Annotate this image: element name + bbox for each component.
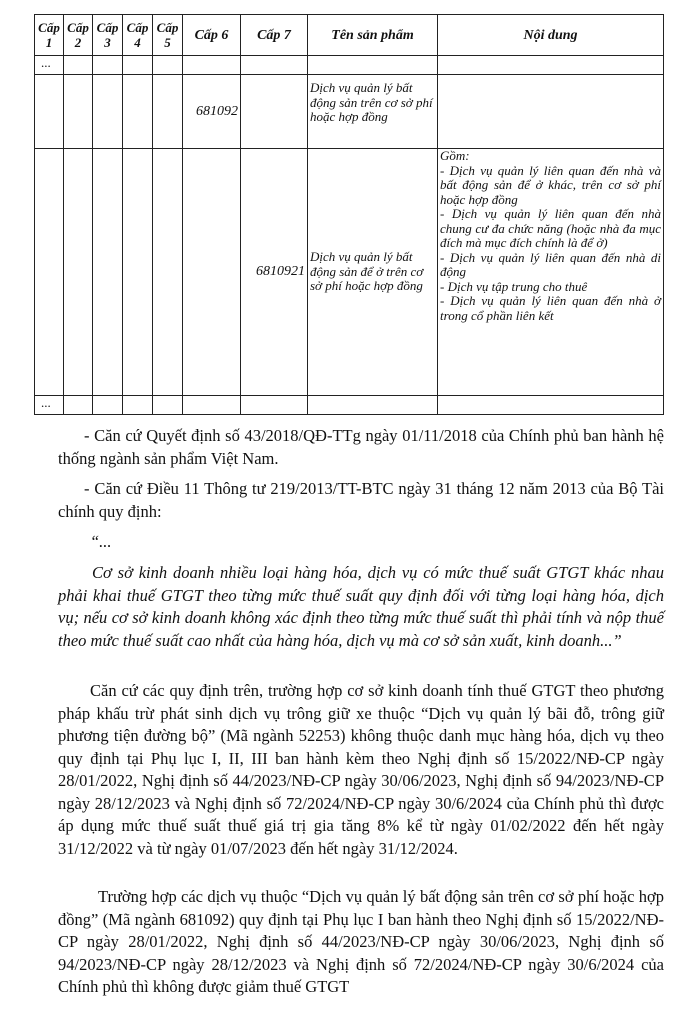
product-classification-table [34, 14, 664, 415]
content-item: - Dịch vụ tập trung cho thuê [440, 278, 588, 294]
paragraph-decision: - Căn cứ Quyết định số 43/2018/QĐ-TTg ngày 01/11/2018 của Chính phủ ban hành hệ thống ngành sản phẩm Việt Nam. [58, 426, 664, 468]
paragraph-circular: - Căn cứ Điều 11 Thông tư 219/2013/TT-BTC ngày 31 tháng 12 năm 2013 của Bộ Tài chính quy định: [58, 479, 664, 521]
header-cap-1: Cấp 1 [35, 15, 64, 56]
header-product-name: Tên sản phẩm [308, 15, 438, 56]
paragraph-conclusion: Căn cứ các quy định trên, trường hợp cơ sở kinh doanh tính thuế GTGT theo phương pháp khấu trừ phát sinh dịch vụ trông giữ xe thuộc “Dịch vụ quản lý bãi đỗ, trông giữ phương tiện đường bộ” (Mã ngành 52253) không thuộc danh mục hàng hóa, dịch vụ theo quy định tại Phụ lục I, II, III ban hành kèm theo Nghị định số 15/2022/NĐ-CP ngày 28/01/2022, Nghị định số 44/2023/NĐ-CP ngày 30/06/2023, Nghị định số 94/2023/NĐ-CP ngày 28/12/2023 và Nghị định số 72/2024/NĐ-CP ngày 30/6/2024 của Chính phủ thì được áp dụng mức thuế suất thuế giá trị gia tăng 8% kể từ ngày 01/02/2022 đến hết ngày 31/12/2022 và từ ngày 01/07/2023 đến hết ngày 31/12/2024. [58, 681, 664, 858]
product-name: Dịch vụ quản lý bất động sản để ở trên cơ sở phí hoặc hợp đồng [308, 149, 438, 396]
ellipsis-cell: ... [35, 56, 64, 75]
cap7-code: 6810921 [241, 149, 308, 396]
table-row [35, 149, 664, 396]
paragraph-exception: Trường hợp các dịch vụ thuộc “Dịch vụ quản lý bất động sản trên cơ sở phí hoặc hợp đồng” (Mã ngành 681092) quy định tại Phụ lục I ban hành theo Nghị định số 15/2022/NĐ-CP ngày 28/01/2022, Nghị định số 44/2023/NĐ-CP ngày 30/06/2023, Nghị định số 94/2023/NĐ-CP ngày 28/12/2023 và Nghị định số 72/2024/NĐ-CP ngày 30/6/2024 của Chính phủ thì không được giảm thuế GTGT [58, 887, 664, 996]
ellipsis-cell: ... [35, 396, 64, 415]
content-item: - Dịch vụ quản lý liên quan đến nhà và bất động sản để ở khác, trên cơ sở phí hoặc hợp đồng [440, 162, 661, 207]
content-intro: Gồm: [440, 148, 470, 163]
header-cap-5: Cấp 5 [153, 15, 183, 56]
content-item: - Dịch vụ quản lý liên quan đến nhà chung cư đa chức năng (hoặc nhà đa mục đích mà mục đích chính là để ở) [440, 206, 661, 250]
header-cap-2: Cấp 2 [64, 15, 93, 56]
content-item: - Dịch vụ quản lý liên quan đến nhà ở trong cổ phần liên kết [440, 293, 661, 323]
table-row [35, 56, 664, 75]
product-content [438, 149, 664, 396]
header-cap-6: Cấp 6 [183, 15, 241, 56]
header-content: Nội dung [438, 15, 664, 56]
header-cap-7: Cấp 7 [241, 15, 308, 56]
quote-text: Cơ sở kinh doanh nhiều loại hàng hóa, dịch vụ có mức thuế suất GTGT khác nhau phải khai thuế GTGT theo từng mức thuế suất quy định đối với từng loại hàng hóa, dịch vụ; nếu cơ sở kinh doanh không xác định theo từng mức thuế suất thì phải tính và nộp thuế theo mức thuế suất cao nhất của hàng hóa, dịch vụ mà cơ sở sản xuất, kinh doanh...” [58, 563, 664, 650]
content-item: - Dịch vụ quản lý liên quan đến nhà di động [440, 249, 661, 279]
table-row [35, 396, 664, 415]
table-row [35, 75, 664, 149]
header-cap-3: Cấp 3 [93, 15, 123, 56]
header-cap-4: Cấp 4 [123, 15, 153, 56]
quote-open: “... [90, 532, 112, 551]
product-name: Dịch vụ quản lý bất động sản trên cơ sở phí hoặc hợp đồng [308, 75, 438, 149]
table-header-row [35, 15, 664, 56]
cap6-code: 681092 [183, 75, 241, 149]
